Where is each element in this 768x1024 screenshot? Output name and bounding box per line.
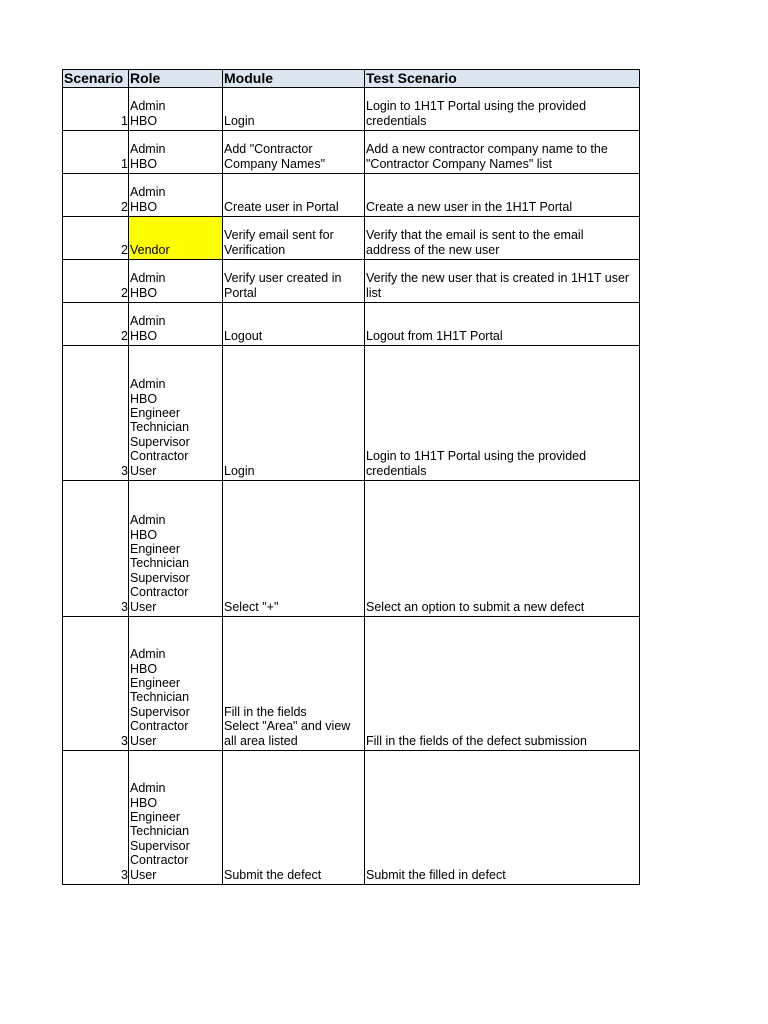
role-cell-highlighted[interactable]: Vendor bbox=[129, 217, 223, 260]
test-scenario-cell[interactable]: Select an option to submit a new defect bbox=[365, 481, 640, 617]
module-cell[interactable]: Add "Contractor Company Names" bbox=[223, 131, 365, 174]
table-row bbox=[63, 481, 640, 617]
module-cell[interactable]: Fill in the fields Select "Area" and view all area listed bbox=[223, 617, 365, 751]
module-cell[interactable]: Login bbox=[223, 88, 365, 131]
header-row bbox=[63, 70, 640, 88]
scenario-cell[interactable]: 3 bbox=[63, 617, 129, 751]
module-cell[interactable]: Verify email sent for Verification bbox=[223, 217, 365, 260]
scenario-cell[interactable]: 2 bbox=[63, 217, 129, 260]
role-cell[interactable]: Admin HBO Engineer Technician Supervisor Contractor User bbox=[129, 346, 223, 481]
role-cell[interactable]: Admin HBO Engineer Technician Supervisor Contractor User bbox=[129, 481, 223, 617]
role-cell[interactable]: Admin HBO bbox=[129, 88, 223, 131]
test-scenario-table bbox=[62, 69, 640, 885]
test-scenario-cell[interactable]: Fill in the fields of the defect submission bbox=[365, 617, 640, 751]
scenario-cell[interactable]: 3 bbox=[63, 481, 129, 617]
test-scenario-cell[interactable]: Login to 1H1T Portal using the provided credentials bbox=[365, 88, 640, 131]
table-row bbox=[63, 617, 640, 751]
role-cell[interactable]: Admin HBO bbox=[129, 260, 223, 303]
module-cell[interactable]: Select "+" bbox=[223, 481, 365, 617]
module-cell[interactable]: Submit the defect bbox=[223, 751, 365, 885]
scenario-cell[interactable]: 2 bbox=[63, 303, 129, 346]
scenario-cell[interactable]: 3 bbox=[63, 346, 129, 481]
header-test-scenario[interactable]: Test Scenario bbox=[365, 70, 640, 88]
table-row bbox=[63, 131, 640, 174]
test-scenario-cell[interactable]: Logout from 1H1T Portal bbox=[365, 303, 640, 346]
scenario-cell[interactable]: 2 bbox=[63, 174, 129, 217]
scenario-cell[interactable]: 1 bbox=[63, 131, 129, 174]
module-cell[interactable]: Create user in Portal bbox=[223, 174, 365, 217]
scenario-cell[interactable]: 1 bbox=[63, 88, 129, 131]
table-row bbox=[63, 751, 640, 885]
role-cell[interactable]: Admin HBO bbox=[129, 303, 223, 346]
role-cell[interactable]: Admin HBO Engineer Technician Supervisor Contractor User bbox=[129, 617, 223, 751]
test-scenario-cell[interactable]: Submit the filled in defect bbox=[365, 751, 640, 885]
test-scenario-cell[interactable]: Verify the new user that is created in 1H1T user list bbox=[365, 260, 640, 303]
header-module[interactable]: Module bbox=[223, 70, 365, 88]
role-cell[interactable]: Admin HBO bbox=[129, 174, 223, 217]
test-scenario-cell[interactable]: Add a new contractor company name to the "Contractor Company Names" list bbox=[365, 131, 640, 174]
table-row bbox=[63, 346, 640, 481]
test-scenario-cell[interactable]: Verify that the email is sent to the email address of the new user bbox=[365, 217, 640, 260]
test-scenario-cell[interactable]: Login to 1H1T Portal using the provided credentials bbox=[365, 346, 640, 481]
scenario-cell[interactable]: 3 bbox=[63, 751, 129, 885]
table-row bbox=[63, 217, 640, 260]
table-row bbox=[63, 174, 640, 217]
role-cell[interactable]: Admin HBO bbox=[129, 131, 223, 174]
header-scenario[interactable]: Scenario bbox=[63, 70, 129, 88]
test-scenario-cell[interactable]: Create a new user in the 1H1T Portal bbox=[365, 174, 640, 217]
module-cell[interactable]: Logout bbox=[223, 303, 365, 346]
table-row bbox=[63, 303, 640, 346]
module-cell[interactable]: Login bbox=[223, 346, 365, 481]
header-role[interactable]: Role bbox=[129, 70, 223, 88]
scenario-cell[interactable]: 2 bbox=[63, 260, 129, 303]
table-row bbox=[63, 88, 640, 131]
role-cell[interactable]: Admin HBO Engineer Technician Supervisor Contractor User bbox=[129, 751, 223, 885]
table-row bbox=[63, 260, 640, 303]
module-cell[interactable]: Verify user created in Portal bbox=[223, 260, 365, 303]
